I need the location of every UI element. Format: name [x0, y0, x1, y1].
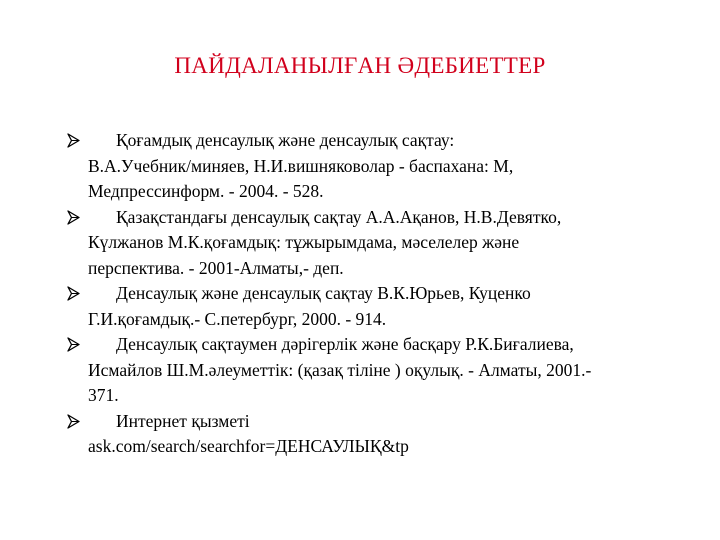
- reference-line: перспектива. - 2001-Алматы,- деп.: [88, 257, 344, 278]
- reference-line: В.А.Учебник/миняев, Н.И.вишняковолар - баспахана: М,: [88, 155, 514, 176]
- reference-line: Қоғамдық денсаулық және денсаулық сақтау:: [116, 130, 455, 150]
- reference-line: Денсаулық сақтаумен дәрігерлік және басқару Р.К.Биғалиева,: [116, 334, 574, 354]
- reference-line: Күлжанов М.К.қоғамдық: тұжырымдама, мәселелер және: [88, 232, 520, 252]
- reference-line: Медпрессинформ. - 2004. - 528.: [88, 181, 324, 201]
- arrowhead-bullet-icon: [66, 409, 82, 434]
- list-item: [66, 281, 666, 332]
- list-item: [66, 332, 666, 409]
- reference-list: [66, 128, 666, 460]
- reference-line: Денсаулық және денсаулық сақтау В.К.Юрьев, Куценко: [116, 283, 531, 303]
- reference-line: 371.: [88, 385, 119, 405]
- reference-line: ask.com/search/searchfor=ДЕНСАУЛЫҚ&tp: [88, 436, 409, 456]
- list-item: [66, 205, 666, 282]
- arrowhead-bullet-icon: [66, 332, 82, 357]
- arrowhead-bullet-icon: [66, 205, 82, 230]
- arrowhead-bullet-icon: [66, 281, 82, 306]
- reference-line: Г.И.қоғамдық.- С.петербург, 2000. - 914.: [88, 308, 387, 329]
- reference-line: Интернет қызметі: [116, 410, 250, 431]
- reference-line: Исмайлов Ш.М.әлеуметтік: (қазақ тіліне ) оқулық. - Алматы, 2001.-: [88, 359, 592, 380]
- page-title: ПАЙДАЛАНЫЛҒАН ӘДЕБИЕТТЕР: [174, 53, 546, 78]
- list-item: [66, 128, 666, 205]
- list-item: [66, 409, 666, 460]
- reference-line: Қазақстандағы денсаулық сақтау А.А.Ақанов, Н.В.Девятко,: [116, 206, 562, 227]
- arrowhead-bullet-icon: [66, 128, 82, 153]
